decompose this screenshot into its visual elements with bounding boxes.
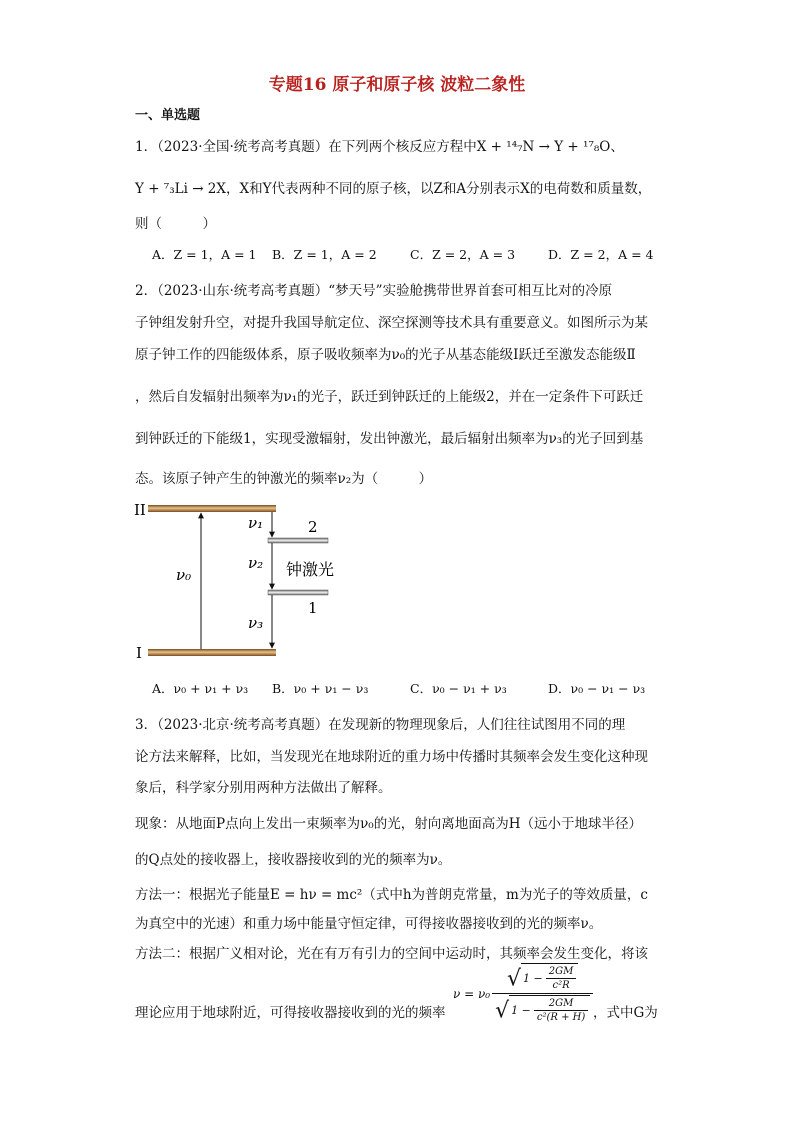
q3-phenomenon-2: 的Q点处的接收器上，接收器接收到的光的频率为ν。 (135, 852, 452, 868)
sqrt-icon: √ (507, 966, 522, 992)
q1-line2-text: ，X和Y代表两种不同的原子核，以Z和A分别表示X的电荷数和质量数， (226, 181, 652, 197)
level-1-bar (268, 590, 328, 595)
level-2-label: 2 (308, 518, 318, 536)
formula-num-den: c²R (552, 980, 570, 991)
formula-num-num: 2GM (546, 965, 577, 979)
q1-eq1-suffix: 、 (610, 139, 624, 155)
section-heading: 一、单选题 (135, 108, 201, 123)
formula-den-num: 2GM (534, 997, 588, 1011)
q2-line-5: 到钟跃迁的下能级1，实现受激辐射，发出钟激光，最后辐射出频率为ν₃的光子回到基 (135, 431, 644, 447)
q3-line-2: 论方法来解释，比如，当发现光在地球附近的重力场中传播时其频率会发生变化这种现 (135, 749, 648, 765)
page-title: 专题16 原子和原子核 波粒二象性 (268, 75, 526, 95)
q2-option-c[interactable]: C．ν₀ − ν₁ + ν₃ (410, 681, 507, 696)
nu2-label: ν₂ (248, 554, 264, 572)
q2-option-a[interactable]: A．ν₀ + ν₁ + ν₃ (152, 681, 249, 696)
q3-method2-1: 方法二：根据广义相对论，光在有万有引力的空间中运动时，其频率会发生变化，将该 (135, 946, 648, 962)
formula-den-den: c²(R + H) (536, 1012, 586, 1023)
sqrt-icon: √ (495, 998, 510, 1024)
level-i-bar (148, 649, 276, 656)
q3-method1-1: 方法一：根据光子能量E = hν = mc²（式中h为普朗克常量，m为光子的等效质量，c (135, 887, 648, 903)
q3-method2-2: 理论应用于地球附近，可得接收器接收到的光的频率 (135, 1005, 446, 1021)
q1-equation-1: X + ¹⁴₇N → Y + ¹⁷₈O (476, 139, 611, 155)
clock-laser-label: 钟激光 (286, 560, 335, 579)
formula-one-top: 1 − (523, 972, 543, 985)
level-2-bar (268, 538, 328, 543)
q1-option-a[interactable]: A．Z = 1，A = 1 (152, 247, 257, 262)
q3-line-1: 3．（2023·北京·统考高考真题）在发现新的物理现象后，人们往往试图用不同的理 (135, 717, 626, 733)
q3-line-3: 象后，科学家分别用两种方法做出了解释。 (135, 780, 392, 796)
formula-one-bottom: 1 − (511, 1004, 531, 1017)
energy-level-diagram (128, 496, 368, 666)
level-1-label: 1 (308, 599, 318, 617)
nu1-label: ν₁ (248, 514, 264, 532)
q2-line-4: ，然后自发辐射出频率为ν₁的光子，跃迁到钟跃迁的上能级2，并在一定条件下可跃迁 (135, 389, 644, 405)
q3-method1-2: 为真空中的光速）和重力场中能量守恒定律，可得接收器接收到的光的频率ν。 (135, 916, 603, 932)
q3-formula (453, 963, 593, 1024)
formula-lhs: ν = ν₀ (453, 986, 491, 1001)
q2-line-3: 原子钟工作的四能级体系，原子吸收频率为ν₀的光子从基态能级Ⅰ跃迁至激发态能级Ⅱ (135, 347, 636, 363)
q2-option-d[interactable]: D．ν₀ − ν₁ − ν₃ (548, 681, 646, 696)
nu3-label: ν₃ (248, 614, 264, 632)
level-ii-bar (148, 505, 276, 512)
q1-option-b[interactable]: B．Z = 1，A = 2 (272, 247, 377, 262)
q2-line-6: 态。该原子钟产生的钟激光的频率ν₂为（ ） (135, 471, 433, 487)
q1-line2 (135, 177, 651, 197)
level-i-label: I (136, 644, 142, 662)
q1-option-c[interactable]: C．Z = 2，A = 3 (410, 247, 516, 262)
q2-option-b[interactable]: B．ν₀ + ν₁ − ν₃ (272, 681, 369, 696)
level-ii-label: II (134, 501, 146, 519)
q1-line3: 则（ ） (135, 216, 216, 232)
q2-line-1: 2．（2023·山东·统考高考真题）“梦天号”实验舱携带世界首套可相互比对的冷原 (135, 283, 613, 299)
q3-phenomenon-1: 现象：从地面P点向上发出一束频率为ν₀的光，射向离地面高为H（远小于地球半径） (135, 816, 642, 832)
formula-main-fraction (492, 963, 593, 1024)
q1-option-d[interactable]: D．Z = 2，A = 4 (548, 247, 654, 262)
q2-line-2: 子钟组发射升空，对提升我国导航定位、深空探测等技术具有重要意义。如图所示为某 (135, 315, 648, 331)
q1-prefix: 1．（2023·全国·统考高考真题）在下列两个核反应方程中 (135, 139, 477, 155)
q3-method2-tail: ，式中G为 (593, 1005, 658, 1021)
q1-equation-2: Y + ⁷₃Li → 2X (135, 181, 227, 197)
nu0-label: ν₀ (176, 566, 192, 584)
q1-line1 (135, 135, 624, 155)
